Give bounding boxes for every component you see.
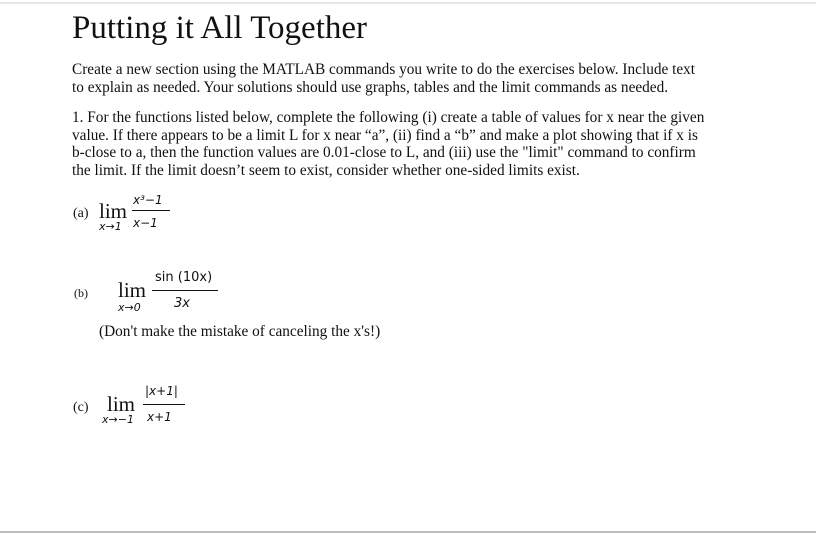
limit-operator: lim (118, 278, 147, 302)
exercise-line: b-close to a, then the function values are 0.01-close to L, and (iii) use the "limit" command to confirm (72, 144, 696, 161)
exercise-1-paragraph (72, 109, 704, 179)
fraction-denominator: x+1 (147, 410, 172, 424)
intro-line: Create a new section using the MATLAB commands you write to do the exercises below. Include text (72, 61, 696, 78)
limit-subscript: x→0 (118, 301, 141, 314)
limit-subscript: x→−1 (102, 413, 134, 426)
intro-paragraph (72, 61, 695, 96)
top-divider (0, 2, 816, 4)
fraction-numerator: x³−1 (133, 193, 163, 207)
page-title: Putting it All Together (72, 10, 368, 46)
problem-b-note: (Don't make the mistake of canceling the x's!) (99, 323, 381, 340)
fraction-bar (132, 210, 170, 211)
fraction-denominator: x−1 (133, 216, 158, 230)
limit-operator: lim (107, 392, 136, 416)
fraction-denominator: 3x (174, 296, 190, 311)
fraction-bar (152, 290, 218, 291)
limit-subscript: x→1 (99, 220, 122, 233)
bottom-divider (0, 531, 816, 533)
intro-line: to explain as needed. Your solutions should use graphs, tables and the limit commands as needed. (72, 78, 669, 96)
limit-operator: lim (99, 199, 128, 223)
fraction-numerator: sin (10x) (155, 270, 213, 285)
problem-b-label: (b) (74, 286, 88, 300)
exercise-line: value. If there appears to be a limit L for x near “a”, (ii) find a “b” and make a plot showing that if x is (72, 126, 698, 144)
exercise-line: 1. For the functions listed below, complete the following (i) create a table of values for x near the given (72, 109, 705, 126)
problem-c-label: (c) (73, 400, 89, 415)
fraction-bar (143, 404, 185, 405)
problem-a-label: (a) (73, 206, 89, 221)
fraction-numerator: |x+1| (145, 384, 178, 398)
exercise-line: the limit. If the limit doesn’t seem to exist, consider whether one-sided limits exist. (72, 161, 580, 179)
